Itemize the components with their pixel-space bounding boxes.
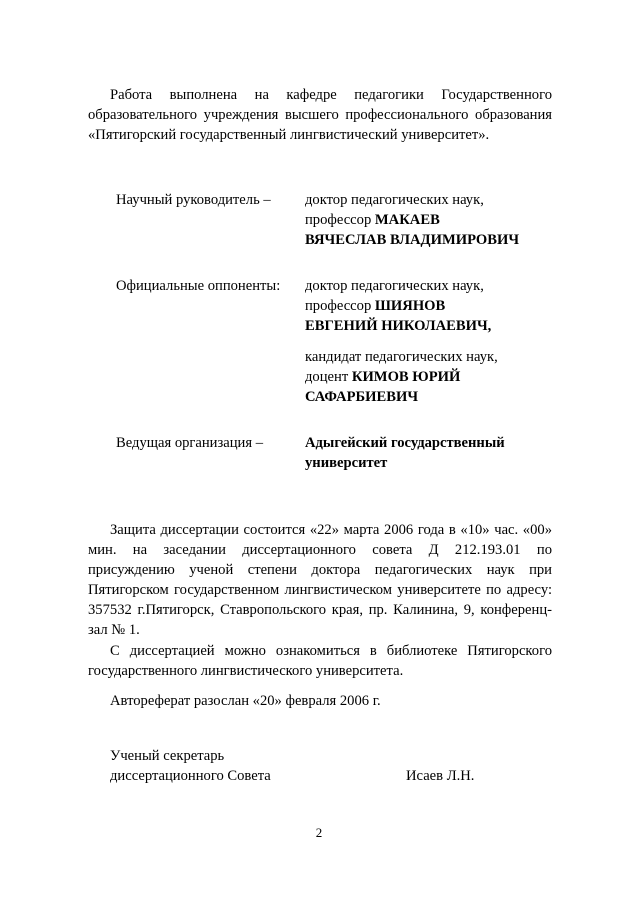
leading-org-name-2: университет [305, 455, 388, 471]
opponent-2-title-line [305, 367, 565, 387]
secretary-line-1: Ученый секретарь [110, 748, 225, 764]
opponent-1-title-line [305, 296, 565, 316]
opponent-1-info [305, 276, 565, 336]
opponent-1-title: профессор [305, 298, 372, 314]
opponents-role: Официальные оппоненты: [116, 278, 281, 294]
supervisor-degree: доктор педагогических наук, [305, 192, 484, 208]
intro-paragraph: Работа выполнена на кафедре педагогики Государственного образовательного учреждения высшего профессионального образования «Пятигорский государственный лингвистический университет». [88, 87, 552, 143]
opponent-2-name: САФАРБИЕВИЧ [305, 389, 419, 405]
supervisor-role: Научный руководитель – [116, 192, 271, 208]
page-number: 2 [315, 825, 323, 840]
supervisor-title-line [305, 210, 565, 230]
leading-org-name-1: Адыгейский государственный [305, 435, 505, 451]
defense-paragraph: Защита диссертации состоится «22» марта 2006 года в «10» час. «00» мин. на заседании диссертационного совета Д 212.193.01 по присуждению ученой степени доктора педагогических наук при Пятигорском государственном лингвистическом университете по адресу: 357532 г.Пятигорск, Ставропольского края, пр. Калинина, 9, конференц-зал № 1. [88, 522, 552, 638]
opponent-2-degree: кандидат педагогических наук, [305, 349, 498, 365]
autoreferat-line: Автореферат разослан «20» февраля 2006 г. [110, 693, 381, 709]
leading-org-info [305, 433, 565, 473]
supervisor-surname: МАКАЕВ [374, 212, 440, 228]
secretary-block [110, 746, 271, 786]
secretary-line-2: диссертационного Совета [110, 768, 271, 784]
opponent-2-info [305, 347, 565, 407]
supervisor-name: ВЯЧЕСЛАВ ВЛАДИМИРОВИЧ [305, 232, 520, 248]
opponent-2-surname: КИМОВ ЮРИЙ [351, 369, 461, 385]
supervisor-info [305, 190, 565, 250]
opponent-1-name: ЕВГЕНИЙ НИКОЛАЕВИЧ, [305, 318, 492, 334]
library-paragraph: С диссертацией можно ознакомиться в библиотеке Пятигорского государственного лингвистического университета. [88, 643, 552, 679]
opponent-1-surname: ШИЯНОВ [374, 298, 446, 314]
secretary-name: Исаев Л.Н. [406, 768, 475, 784]
leading-org-role: Ведущая организация – [116, 435, 264, 451]
opponent-2-title: доцент [305, 369, 349, 385]
supervisor-title: профессор [305, 212, 372, 228]
opponent-1-degree: доктор педагогических наук, [305, 278, 484, 294]
